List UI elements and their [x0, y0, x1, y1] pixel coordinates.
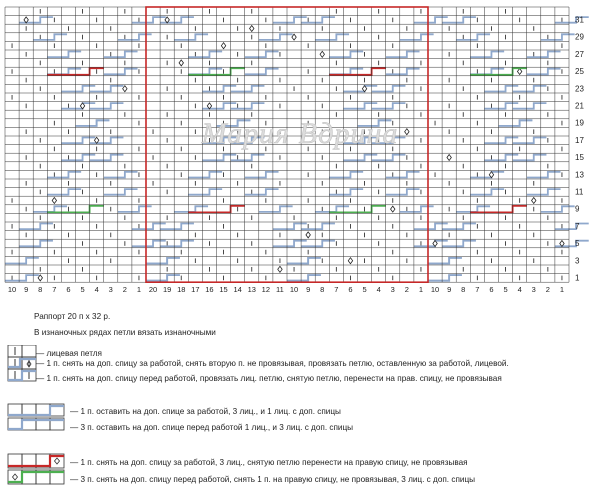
row-label: 19 — [575, 118, 584, 128]
column-label: 17 — [191, 285, 200, 295]
cable-step — [386, 69, 420, 75]
cable-step — [287, 258, 321, 264]
column-label: 1 — [418, 285, 424, 295]
column-label: 1 — [559, 285, 565, 295]
slip-stitch-diamond — [52, 198, 56, 204]
column-labels — [8, 285, 564, 294]
cable-step — [104, 189, 138, 195]
row-label: 27 — [575, 49, 584, 59]
cable-step — [47, 172, 81, 178]
column-label: 2 — [404, 285, 409, 295]
column-label: 13 — [247, 285, 256, 295]
slip-stitch-diamond — [517, 69, 521, 75]
legend-label-cross-back-2: — 1 п. снять на доп. спицу за работой, снять вторую п. не провязывая, провязать петлю, оставленную за работой, лицевой. — [36, 359, 509, 368]
column-label: 10 — [430, 285, 440, 295]
cable-step — [245, 172, 279, 178]
column-label: 4 — [94, 285, 99, 295]
row-label: 5 — [575, 239, 580, 249]
column-label: 9 — [306, 285, 311, 295]
row-label: 25 — [575, 67, 584, 77]
row-labels — [575, 15, 584, 282]
legend-label-slip-cable-front: — 3 п. снять на доп. спицу перед работой, снять 1 п. на правую спицу, не провязывая, 3 лиц. с доп. спицы — [70, 475, 476, 484]
cable-step — [329, 69, 363, 75]
slip-stitch-diamond — [447, 155, 451, 161]
cable-step — [19, 224, 53, 230]
slip-stitch-diamond — [221, 43, 225, 49]
cable-step — [456, 34, 490, 40]
row-label: 21 — [575, 101, 584, 111]
cable-step — [146, 258, 180, 264]
column-label: 7 — [334, 285, 339, 295]
cable-step — [47, 69, 81, 75]
column-label: 12 — [261, 285, 271, 295]
cable-step — [146, 275, 180, 281]
cable-step — [104, 52, 138, 58]
row-label: 11 — [575, 187, 584, 197]
cable-step — [259, 34, 293, 40]
row-label: 23 — [575, 84, 584, 94]
watermark: Мария Вдрина — [201, 117, 399, 150]
legend-label-cross-front-2: — 1 п. снять на доп. спицу перед работой, провязать лиц. петлю, снятую петлю, перенести на прав. спицу, не провязывая — [36, 374, 502, 383]
column-label: 8 — [320, 285, 325, 295]
column-label: 7 — [475, 285, 480, 295]
cable-step — [329, 189, 363, 195]
cable-step — [315, 206, 349, 212]
cable-step — [329, 172, 363, 178]
cable-step — [470, 172, 504, 178]
legend-symbol-4st-slip-cables — [6, 452, 70, 486]
column-label: 5 — [503, 285, 508, 295]
cable-step — [499, 120, 533, 126]
cable-step — [188, 52, 222, 58]
cable-step — [329, 52, 363, 58]
cable-step — [287, 275, 321, 281]
row-label: 7 — [575, 221, 580, 231]
column-label: 5 — [80, 285, 85, 295]
cable-step — [470, 69, 504, 75]
cable-step — [47, 52, 81, 58]
cable-step — [33, 34, 67, 40]
column-label: 19 — [162, 285, 172, 295]
slip-stitch-diamond — [532, 198, 536, 204]
slip-stitch-diamond — [306, 232, 310, 238]
column-label: 6 — [489, 285, 494, 295]
legend-label-slip-cable-back: — 1 п. снять на доп. спицу за работой, 3 лиц., снятую петлю перенести на правую спицу, не провязывая — [70, 458, 468, 467]
cable-step — [527, 172, 561, 178]
column-label: 8 — [461, 285, 466, 295]
column-label: 14 — [233, 285, 242, 295]
column-label: 7 — [52, 285, 57, 295]
slip-stitch-diamond — [320, 51, 324, 57]
rapport-text: Раппорт 20 п х 32 р. — [34, 312, 111, 321]
cable-step — [386, 52, 420, 58]
cable-step — [174, 206, 208, 212]
column-label: 4 — [517, 285, 522, 295]
row-label: 15 — [575, 153, 584, 163]
cable-step — [245, 52, 279, 58]
cable-step — [386, 189, 420, 195]
cable-step — [76, 120, 110, 126]
cable-step — [315, 34, 349, 40]
column-label: 8 — [38, 285, 43, 295]
row-label: 1 — [575, 273, 580, 283]
cable-step — [259, 206, 293, 212]
cable-step — [188, 189, 222, 195]
purl-rows-note: В изнаночных рядах петли вязать изнаночными — [34, 328, 216, 337]
cable-step — [245, 69, 279, 75]
cable-step — [5, 258, 39, 264]
cable-step — [33, 206, 67, 212]
slip-stitch-diamond — [348, 258, 352, 264]
column-label: 18 — [177, 285, 186, 295]
legend-symbol-4st-cables — [6, 402, 70, 432]
column-label: 20 — [148, 285, 158, 295]
cable-step — [19, 241, 53, 247]
column-label: 3 — [390, 285, 395, 295]
cable-step — [527, 189, 561, 195]
slip-stitch-diamond — [391, 206, 395, 212]
row-label: 17 — [575, 135, 584, 145]
legend-label-cable-back-4: — 1 п. оставить на доп. спице за работой, 3 лиц., и 1 лиц. с доп. спицы — [70, 407, 341, 416]
column-label: 10 — [7, 285, 17, 295]
column-label: 2 — [545, 285, 550, 295]
cable-step — [541, 34, 575, 40]
cable-step — [188, 69, 222, 75]
cable-step — [527, 52, 561, 58]
column-label: 3 — [531, 285, 536, 295]
column-label: 10 — [289, 285, 299, 295]
row-label: 3 — [575, 256, 580, 266]
slip-stitch-diamond — [179, 60, 183, 66]
column-label: 15 — [219, 285, 228, 295]
slip-stitch-diamond — [278, 266, 282, 272]
column-label: 2 — [122, 285, 127, 295]
column-label: 5 — [362, 285, 367, 295]
cable-step — [470, 189, 504, 195]
column-label: 4 — [376, 285, 381, 295]
row-label: 31 — [575, 15, 584, 25]
legend-label-knit: — лицевая петля — [36, 349, 102, 358]
column-label: 6 — [66, 285, 71, 295]
row-label: 13 — [575, 170, 584, 180]
column-label: 3 — [108, 285, 113, 295]
cable-step — [527, 69, 561, 75]
cable-step — [188, 172, 222, 178]
cable-step — [5, 275, 39, 281]
column-label: 9 — [24, 285, 29, 295]
cable-step — [104, 172, 138, 178]
cable-step — [555, 221, 589, 231]
cable-step — [47, 189, 81, 195]
row-label: 9 — [575, 204, 580, 214]
column-label: 6 — [348, 285, 353, 295]
row-label: 29 — [575, 32, 584, 42]
cable-step — [174, 34, 208, 40]
cable-step — [386, 172, 420, 178]
cable-step — [428, 258, 462, 264]
cable-step — [470, 52, 504, 58]
slip-stitch-diamond — [250, 26, 254, 32]
column-label: 16 — [205, 285, 214, 295]
slip-stitch-diamond — [405, 129, 409, 135]
column-label: 11 — [276, 285, 284, 295]
column-label: 9 — [447, 285, 452, 295]
cable-step — [428, 275, 462, 281]
cable-step — [456, 206, 490, 212]
cable-step — [104, 69, 138, 75]
cable-step — [245, 189, 279, 195]
column-label: 1 — [136, 285, 142, 295]
cable-step — [541, 206, 575, 212]
legend-label-cable-front-4: — 3 п. оставить на доп. спице перед работой 1 лиц., и 3 лиц. с доп. спицы — [70, 423, 354, 432]
